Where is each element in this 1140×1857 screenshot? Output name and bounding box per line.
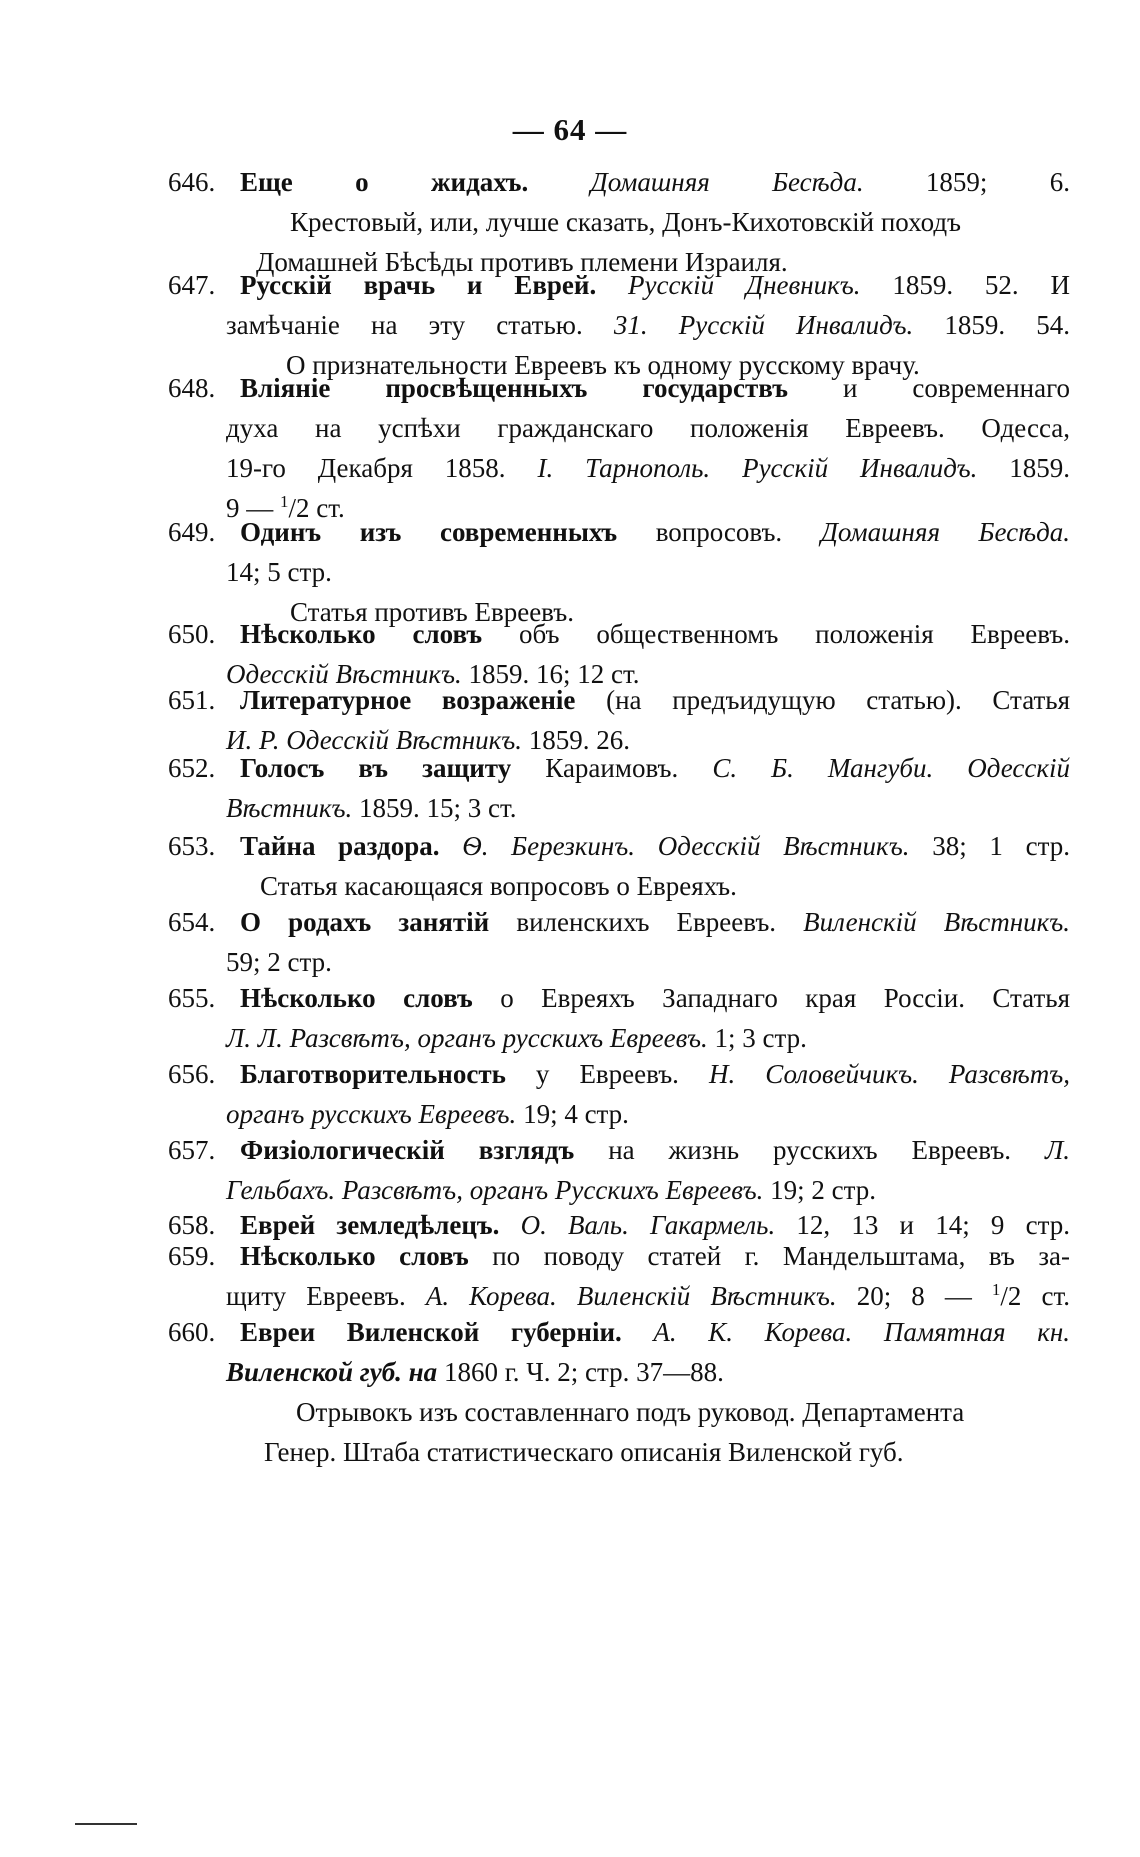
- entry-line: [168, 902, 1070, 942]
- fraction-numerator: 1: [991, 1280, 1001, 1299]
- entry-line: [168, 512, 1070, 552]
- entry-text: по поводу статей г. Мандельштама, въ за-: [492, 1241, 1070, 1271]
- entry-detail: 1859. 52. И: [892, 270, 1070, 300]
- entry-line: [168, 614, 1070, 654]
- entry-number: 653.: [168, 831, 216, 861]
- entry-title: Нѣсколько словъ: [240, 1241, 469, 1271]
- entry-detail: 1859; 6.: [925, 167, 1070, 197]
- entry-text: виленскихъ Евреевъ.: [516, 907, 777, 937]
- entry-detail: 1859. 15; 3 ст.: [359, 793, 517, 823]
- entry-text: ст.: [1021, 1281, 1071, 1311]
- entry-line: [168, 1312, 1070, 1352]
- entry-line: 14; 5 стр.: [226, 557, 332, 587]
- entry-number: 646.: [168, 167, 216, 197]
- entry-source: А. К. Корева. Памятная кн.: [653, 1317, 1070, 1347]
- entry-title: Одинъ изъ современныхъ: [240, 517, 618, 547]
- entry-text: на жизнь русскихъ Евреевъ.: [608, 1135, 1012, 1165]
- entry-number: 651.: [168, 685, 216, 715]
- entry-source: О. Валь. Гакармель.: [520, 1210, 776, 1240]
- bibliography-entry: [168, 826, 1070, 906]
- entry-text: о Евреяхъ Западнаго края Россіи. Статья: [500, 983, 1070, 1013]
- entry-detail: [857, 1281, 1070, 1311]
- entry-source: А. Корева. Виленскій Вѣстникъ.: [425, 1281, 837, 1311]
- entry-detail: 1859. 26.: [528, 725, 631, 755]
- entry-detail: 1860 г. Ч. 2; стр. 37—88.: [443, 1357, 724, 1387]
- entry-title: Литературное возраженіе: [240, 685, 576, 715]
- bibliography-entry: [168, 1236, 1070, 1316]
- entry-note: Статья касающаяся вопросовъ о Евреяхъ.: [260, 871, 737, 901]
- entry-title: Еще о жидахъ.: [240, 167, 529, 197]
- entry-line: [168, 680, 1070, 720]
- bibliography-entry: [168, 265, 1070, 385]
- fraction-numerator: 1: [280, 492, 289, 511]
- entry-note: Домашней Бѣсѣды противъ племени Израиля.: [256, 247, 788, 277]
- entry-line: [168, 788, 1070, 828]
- fraction-denominator: /2: [288, 493, 310, 523]
- entry-source: Домашняя Бесѣда.: [590, 167, 864, 197]
- entry-source: Гельбахъ. Разсвѣтъ, органъ Русскихъ Евреевъ.: [226, 1175, 764, 1205]
- entry-source: Русскій Дневникъ.: [628, 270, 861, 300]
- entry-line: [168, 1352, 1070, 1392]
- entry-title: Голосъ въ защиту: [240, 753, 512, 783]
- entry-note: О признательности Евреевъ къ одному русскому врачу.: [286, 350, 920, 380]
- entry-text: 9 —: [226, 493, 280, 523]
- entry-text: 19-го Декабря 1858.: [226, 453, 506, 483]
- entry-note: Отрывокъ изъ составленнаго подъ руковод. Департамента: [296, 1397, 965, 1427]
- entry-text: Караимовъ.: [545, 753, 679, 783]
- entry-source: С. Б. Мангуби. Одесскій: [712, 753, 1071, 783]
- entry-source: I. Тарнополь. Русскій Инвалидъ.: [537, 453, 978, 483]
- entry-number: 655.: [168, 983, 216, 1013]
- entry-line: [168, 1018, 1070, 1058]
- entry-number: 647.: [168, 270, 216, 300]
- entry-number: 657.: [168, 1135, 216, 1165]
- entry-title: Тайна раздора.: [240, 831, 440, 861]
- entry-detail: 19; 4 стр.: [523, 1099, 629, 1129]
- entry-number: 654.: [168, 907, 216, 937]
- entry-line: [168, 1276, 1070, 1316]
- entry-source: И. Р. Одесскій Вѣстникъ.: [226, 725, 523, 755]
- entry-title: Русскій врачь и Еврей.: [240, 270, 597, 300]
- entry-source: Виленскій Вѣстникъ.: [803, 907, 1070, 937]
- entry-line: [168, 1236, 1070, 1276]
- entry-text: 20; 8 —: [856, 1281, 992, 1311]
- entry-note: Генер. Штаба статистическаго описанія Виленской губ.: [264, 1437, 904, 1467]
- entry-line: [168, 1054, 1070, 1094]
- entry-line: [168, 978, 1070, 1018]
- entry-detail: 19; 2 стр.: [770, 1175, 876, 1205]
- bibliography-entry: [168, 748, 1070, 828]
- entry-text: (на предъидущую статью). Статья: [606, 685, 1071, 715]
- entry-text: объ общественномъ положенія Евреевъ.: [518, 619, 1070, 649]
- entry-title: Физіологическій взглядъ: [240, 1135, 575, 1165]
- entry-detail: 38; 1 стр.: [932, 831, 1070, 861]
- entry-text: ст.: [309, 493, 345, 523]
- entry-number: 656.: [168, 1059, 216, 1089]
- entry-source: Домашняя Бесѣда.: [820, 517, 1071, 547]
- entry-line: [168, 305, 1070, 345]
- fraction-denominator: /2: [1000, 1281, 1022, 1311]
- entry-text: и современнаго: [842, 373, 1070, 403]
- entry-line: [168, 1130, 1070, 1170]
- entry-number: 658.: [168, 1210, 216, 1240]
- entry-source: органъ русскихъ Евреевъ.: [226, 1099, 517, 1129]
- bibliography-entry: [168, 902, 1070, 982]
- entry-note: Крестовый, или, лучше сказать, Донъ-Кихотовскій походъ: [290, 207, 962, 237]
- entry-number: 652.: [168, 753, 216, 783]
- entry-source: Виленской губ. на: [226, 1357, 438, 1387]
- entry-line: [168, 826, 1070, 866]
- entry-title: Благотворительность: [240, 1059, 506, 1089]
- bibliography-entry: [168, 162, 1070, 282]
- entry-text: замѣчаніе на эту статью.: [226, 310, 583, 340]
- bibliography-entry: [168, 1130, 1070, 1210]
- entry-text: вопросовъ.: [655, 517, 783, 547]
- entry-detail: 12, 13 и 14; 9 стр.: [796, 1210, 1070, 1240]
- entry-number: 660.: [168, 1317, 216, 1347]
- entry-source: 31. Русскій Инвалидъ.: [613, 310, 914, 340]
- entry-line: 59; 2 стр.: [226, 947, 332, 977]
- entry-title: Вліяніе просвѣщенныхъ государствъ: [240, 373, 788, 403]
- footer-rule: [75, 1823, 137, 1825]
- entry-line: [168, 448, 1070, 488]
- entry-number: 649.: [168, 517, 216, 547]
- entry-line: [168, 748, 1070, 788]
- entry-title: Нѣсколько словъ: [240, 983, 473, 1013]
- entry-source: Ѳ. Березкинъ. Одесскій Вѣстникъ.: [462, 831, 910, 861]
- entry-line: [168, 162, 1070, 202]
- bibliography-entry: [168, 368, 1070, 528]
- entry-detail: 1859. 54.: [944, 310, 1071, 340]
- entry-title: Нѣсколько словъ: [240, 619, 483, 649]
- entry-source: Н. Соловейчикъ. Разсвѣтъ,: [708, 1059, 1070, 1089]
- bibliography-entry: [168, 978, 1070, 1058]
- entry-line: [168, 368, 1070, 408]
- entry-title: Евреи Виленской губерніи.: [240, 1317, 622, 1347]
- bibliography-entry: [168, 1312, 1070, 1472]
- page-number: — 64 —: [512, 112, 628, 147]
- entry-line: [168, 1170, 1070, 1210]
- entry-detail: 1859. 16; 12 ст.: [468, 659, 640, 689]
- entry-number: 650.: [168, 619, 216, 649]
- entry-line: духа на успѣхи гражданскаго положенія Евреевъ. Одесса,: [226, 413, 1070, 443]
- entry-title: Еврей земледѣлецъ.: [240, 1210, 500, 1240]
- entry-line: [168, 265, 1070, 305]
- entry-source: Одесскій Вѣстникъ.: [226, 659, 462, 689]
- bibliography-entry: [168, 1054, 1070, 1134]
- entry-source: Л.: [1044, 1135, 1071, 1165]
- entry-detail: 1; 3 стр.: [714, 1023, 807, 1053]
- entry-title: О родахъ занятій: [240, 907, 490, 937]
- entry-text: щиту Евреевъ.: [226, 1281, 406, 1311]
- entry-note: Статья противъ Евреевъ.: [290, 597, 574, 627]
- entry-text: у Евреевъ.: [535, 1059, 679, 1089]
- entry-number: 648.: [168, 373, 216, 403]
- entry-source: Л. Л. Разсвѣтъ, органъ русскихъ Евреевъ.: [226, 1023, 708, 1053]
- entry-line: [168, 1094, 1070, 1134]
- entry-detail: 1859.: [1009, 453, 1070, 483]
- entry-number: 659.: [168, 1241, 216, 1271]
- entry-source: Вѣстникъ.: [226, 793, 353, 823]
